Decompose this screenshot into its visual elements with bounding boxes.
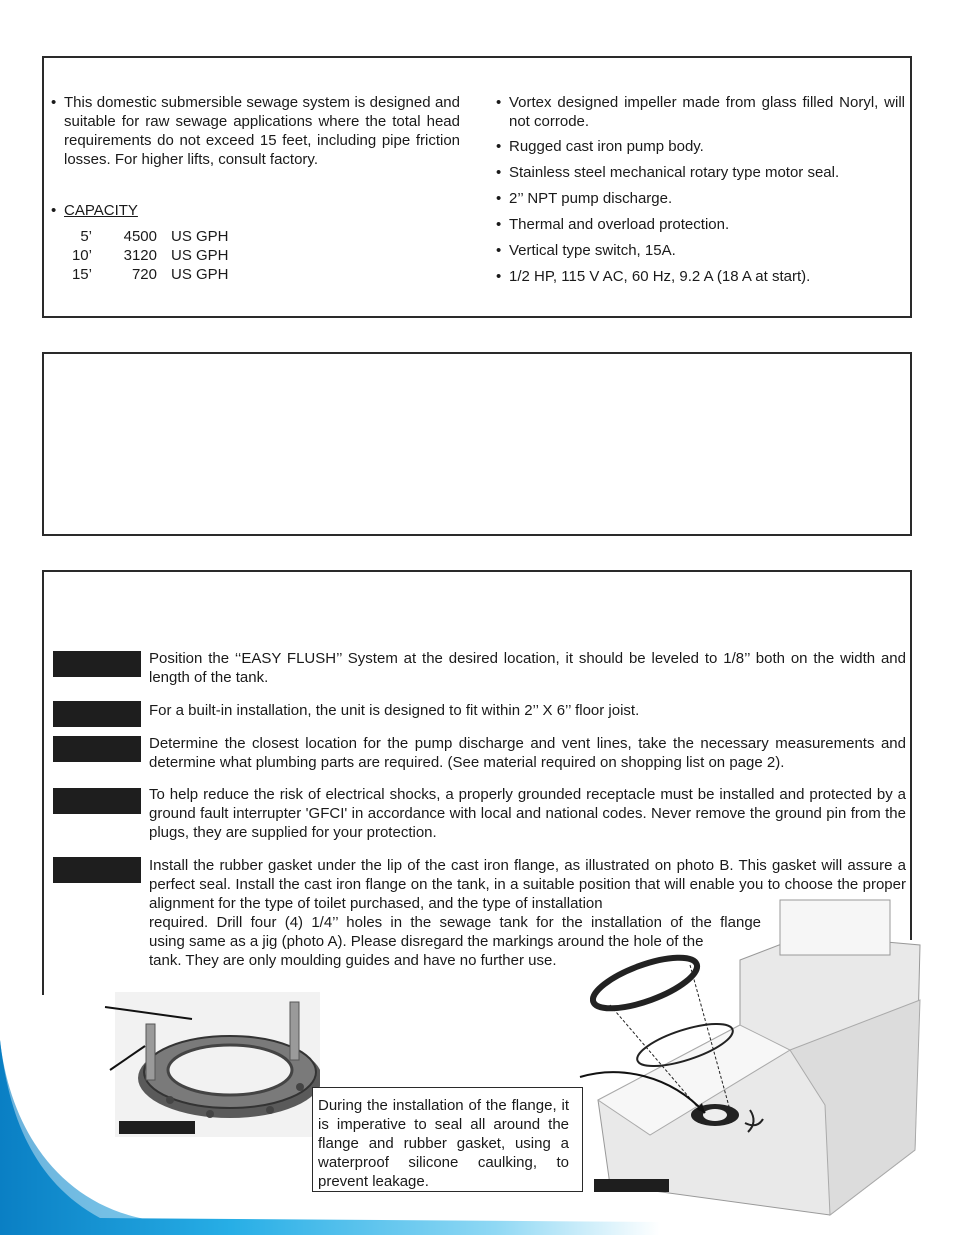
photo-b-label-bar [594,1179,669,1192]
capacity-flow: 720 [131,266,157,283]
feature-item: Rugged cast iron pump body. [509,138,704,155]
feature-item: 2’’ NPT pump discharge. [509,190,673,207]
callout-arrow [560,1065,720,1125]
capacity-head: 5’ [80,228,92,245]
bullet-capacity: • [51,202,57,219]
step-tab-3 [53,736,141,762]
bullet-right: • [496,138,502,155]
step-5-line: tank. They are only moulding guides and have no further use. [149,952,557,969]
capacity-flow: 4500 [123,228,157,245]
step-tab-5 [53,857,141,883]
photo-a-label-bar [119,1121,195,1134]
feature-item: Vortex designed impeller made from glass filled Noryl, will not corrode. [509,94,905,130]
capacity-label: CAPACITY [64,202,138,219]
bullet-right: • [496,94,502,111]
step-tab-4 [53,788,141,814]
step-2-text: For a built-in installation, the unit is designed to fit within 2’’ X 6’’ floor joist. [149,702,640,719]
feature-item: Stainless steel mechanical rotary type motor seal. [509,164,840,181]
feature-item: 1/2 HP, 115 V AC, 60 Hz, 9.2 A (18 A at start). [509,268,811,285]
flange-photo-a [100,992,320,1137]
bullet-right: • [496,164,502,181]
capacity-flow: 3120 [123,247,157,264]
capacity-unit: US GPH [171,247,229,264]
step-5-text: Install the rubber gasket under the lip of the cast iron flange, as illustrated on photo B. This gasket will assure a perfect seal. Install the cast iron flange on the tank, in a suitable position that will enable you to choose the proper alignment for the type of toilet purchased, and the type of installation [149,857,906,912]
step-5-line: using same as a jig (photo A). Please disregard the markings around the hole of the [149,933,704,950]
feature-item: Vertical type switch, 15A. [509,242,676,259]
step-tab-1 [53,651,141,677]
step-4-text: To help reduce the risk of electrical shocks, a properly grounded receptacle must be installed and protected by a ground fault interrupter 'GFCI' in accordance with local and national codes. Never remove the ground pin from the plugs, they are supplied for your protection. [149,786,906,841]
capacity-unit: US GPH [171,266,229,283]
capacity-unit: US GPH [171,228,229,245]
bullet-intro: • [51,94,57,111]
step-3-text: Determine the closest location for the pump discharge and vent lines, take the necessary measurements and determine what plumbing parts are required. (See material required on shopping list on page 2). [149,735,906,771]
bullet-right: • [496,242,502,259]
bullet-right: • [496,216,502,233]
feature-item: Thermal and overload protection. [509,216,730,233]
capacity-head: 15’ [71,266,92,283]
intro-paragraph: This domestic submersible sewage system is designed and suitable for raw sewage applications where the total head requirements do not exceed 15 feet, including pipe friction losses. For higher lifts, consult factory. [64,94,460,168]
sealing-callout: During the installation of the flange, it is imperative to seal all around the flange and rubber gasket, using a waterproof silicone caulking, to prevent leakage. [312,1087,583,1192]
capacity-head: 10’ [71,247,92,264]
step-tab-2 [53,701,141,727]
step-1-text: Position the ‘‘EASY FLUSH’’ System at the desired location, it should be leveled to 1/8’’ both on the width and length of the tank. [149,650,906,686]
step-5-line: required. Drill four (4) 1/4’’ holes in the sewage tank for the installation of the flange [149,914,761,931]
bullet-right: • [496,190,502,207]
bullet-right: • [496,268,502,285]
tank-photo-b [590,895,925,1220]
